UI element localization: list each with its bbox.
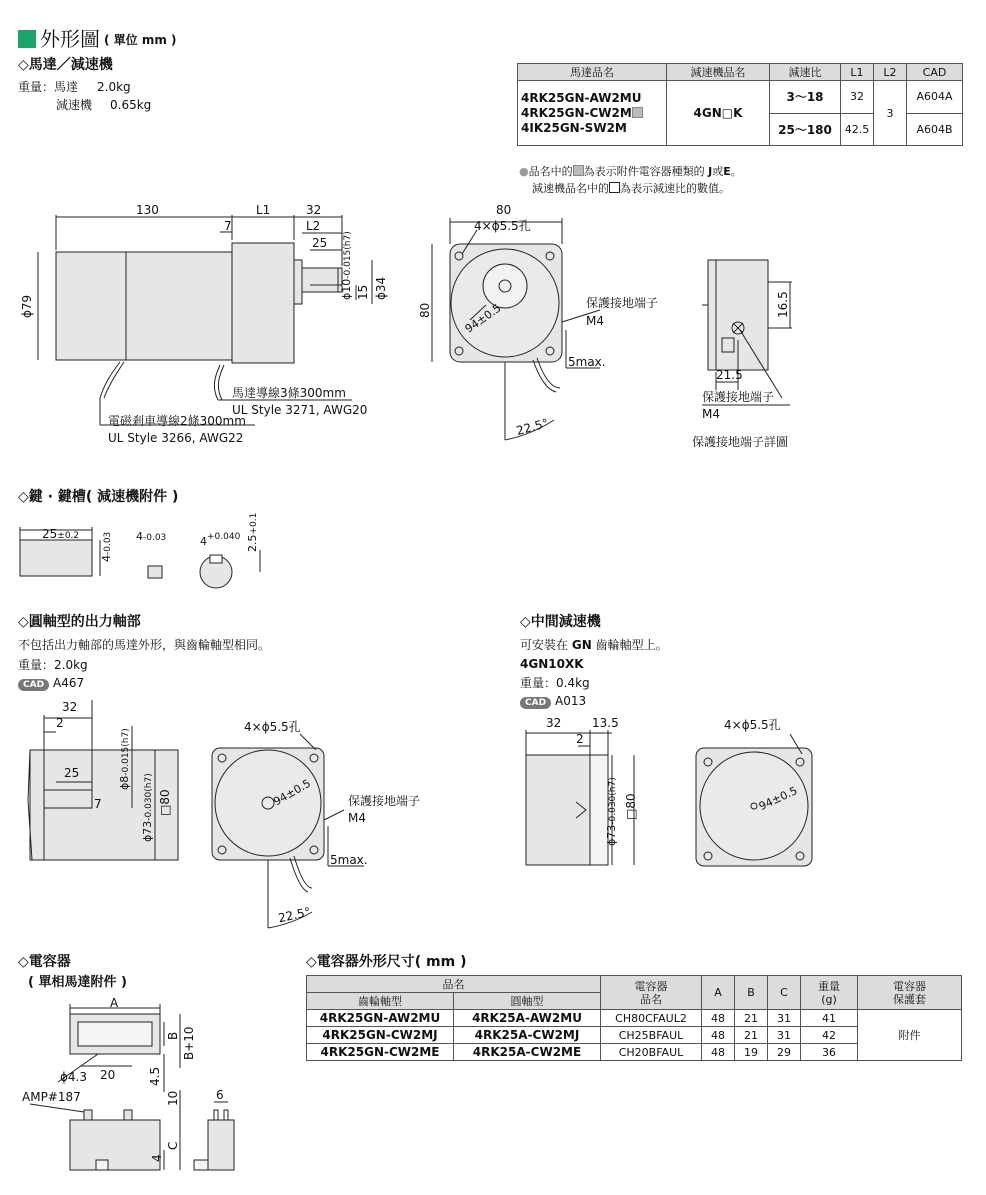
dim-7: 7 [224, 219, 232, 233]
rs-dim-phi73: ϕ73-0.030(h7) [141, 773, 154, 842]
cap-row2-a: 48 [702, 1027, 735, 1044]
capacitor-sub: ( 單相馬達附件 ) [28, 975, 127, 990]
rs-dim-7: 7 [94, 797, 102, 811]
cap-h-round: 圓軸型 [454, 993, 601, 1010]
rs-angle: 22.5° [276, 904, 312, 926]
dim-32: 32 [306, 203, 322, 217]
cap-cover: 附件 [858, 1010, 962, 1061]
spec-gearhead: 4GN□K [667, 81, 770, 146]
cap-row2-cap: CH25BFAUL [601, 1027, 702, 1044]
front-5max: 5max. [568, 355, 606, 369]
cap-table-heading: ◇電容器外形尺寸( mm ) [306, 954, 467, 970]
front-holes: 4×ϕ5.5孔 [474, 219, 531, 233]
intermediate-model: 4GN10XK [520, 657, 584, 671]
cap-dim-10: 10 [166, 1090, 180, 1106]
detail-caption: 保護接地端子詳圖 [692, 435, 789, 449]
round-shaft-heading: ◇圓軸型的出力軸部 [18, 614, 141, 630]
motor-name-2: 4RK25GN-CW2M [521, 106, 663, 121]
cap-h-c: C [768, 976, 801, 1010]
round-shaft-weight: 重量：2.0kg [18, 658, 88, 672]
cap-row2-round: 4RK25A-CW2MJ [454, 1027, 601, 1044]
key-dim-4b: 4-0.03 [136, 530, 167, 543]
cap-dim-b10: B+10 [182, 1026, 196, 1060]
cap-row1-a: 48 [702, 1010, 735, 1027]
cap-row2-b: 21 [735, 1027, 768, 1044]
cap-dim-20: 20 [100, 1068, 116, 1082]
motor-front-view [432, 218, 600, 440]
key-dim-25: 25±0.2 [42, 527, 80, 541]
cap-h-cover: 電容器 保護套 [858, 976, 962, 1010]
cap-row1-cap: CH80CFAUL2 [601, 1010, 702, 1027]
weight-motor-value: 2.0kg [97, 80, 131, 94]
rs-dim-phi8: ϕ8-0.015(h7) [118, 728, 131, 790]
spec-note-1: ●品名中的 為表示附件電容器種類的 J或E。 [519, 165, 742, 178]
motor-section-heading: ◇馬達／減速機 [18, 57, 113, 73]
cap-row3-b: 19 [735, 1044, 768, 1061]
im-dim-13-5: 13.5 [592, 716, 619, 730]
cap-row1-b: 21 [735, 1010, 768, 1027]
round-shaft-cad: CAD A467 [18, 676, 84, 691]
rs-dim-32: 32 [62, 700, 78, 714]
intermediate-weight: 重量：0.4kg [520, 676, 590, 690]
rs-terminal: 保護接地端子 [348, 794, 421, 808]
spec-cad-1: A604A [907, 81, 963, 114]
cap-row3-w: 36 [801, 1044, 858, 1061]
cad-badge: CAD [18, 679, 49, 691]
dim-phi79: ϕ79 [20, 294, 34, 318]
im-dim-32: 32 [546, 716, 562, 730]
spec-note-2: 減速機品名中的 為表示減速比的數值。 [532, 182, 730, 195]
spec-header-cad: CAD [907, 64, 963, 81]
front-pcd: 94±0.5 [462, 301, 504, 336]
intermediate-desc: 可安裝在 GN 齒輪軸型上。 [520, 638, 668, 652]
rs-5max: 5max. [330, 853, 368, 867]
cap-h-a: A [702, 976, 735, 1010]
front-terminal: 保護接地端子 [586, 296, 659, 310]
detail-terminal: 保護接地端子 [702, 390, 775, 404]
cap-h-gear: 齒輪軸型 [307, 993, 454, 1010]
dim-25: 25 [312, 236, 328, 250]
lead1-label: 馬達導線3條300mm [232, 386, 346, 400]
spec-l2: 3 [874, 81, 907, 146]
motor-name-1: 4RK25GN-AW2MU [521, 90, 642, 105]
spec-header-ratio: 減速比 [770, 64, 841, 81]
front-angle: 22.5° [514, 416, 550, 438]
capacitor-heading: ◇電容器 [18, 954, 71, 970]
cap-row2-c: 31 [768, 1027, 801, 1044]
spec-l1-1: 32 [841, 81, 874, 114]
detail-16-5: 16.5 [776, 291, 790, 318]
im-dim-sq80: □80 [624, 793, 638, 820]
key-section-heading: ◇鍵 · 鍵槽( 減速機附件 ) [18, 489, 179, 505]
im-pcd: 94±0.5 [756, 784, 800, 814]
spec-cad-2: A604B [907, 113, 963, 146]
spec-l1-2: 42.5 [841, 113, 874, 146]
cap-row2-w: 42 [801, 1027, 858, 1044]
spec-ratio-2: 25～180 [770, 113, 841, 146]
cap-dim-a: A [110, 996, 119, 1010]
cap-row3-gear: 4RK25GN-CW2ME [307, 1044, 454, 1061]
cap-amp: AMP#187 [22, 1090, 81, 1104]
intermediate-heading: ◇中間減速機 [520, 614, 601, 630]
spec-header-motor: 馬達品名 [518, 64, 667, 81]
cap-dim-4-5: 4.5 [148, 1066, 162, 1086]
dim-phi10: ϕ10-0.015(h7) [340, 231, 353, 300]
cap-dim-c: C [166, 1141, 180, 1150]
terminal-detail-view [702, 260, 792, 405]
detail-21-5: 21.5 [716, 368, 743, 382]
rs-dim-sq80: □80 [158, 789, 172, 816]
key-dim-2-5: 2.5+0.1 [246, 512, 259, 552]
im-dim-phi73: ϕ73-0.030(h7) [605, 777, 618, 846]
cap-dim-6: 6 [216, 1088, 224, 1102]
cap-row3-cap: CH20BFAUL [601, 1044, 702, 1061]
cap-row1-c: 31 [768, 1010, 801, 1027]
cap-row2-gear: 4RK25GN-CW2MJ [307, 1027, 454, 1044]
lead2-label: 電磁剎車導線2條300mm [108, 414, 246, 428]
cap-dim-b: B [166, 1031, 180, 1040]
cap-h-b: B [735, 976, 768, 1010]
spec-header-gear: 減速機品名 [667, 64, 770, 81]
round-shaft-desc: 不包括出力軸部的馬達外形，與齒輪軸型相同。 [18, 638, 271, 652]
detail-terminal-m4: M4 [702, 407, 720, 421]
im-holes: 4×ϕ5.5孔 [724, 718, 781, 732]
front-dim-80-side: 80 [418, 302, 432, 318]
cap-dim-phi43: ϕ4.3 [60, 1070, 87, 1084]
key-dim-4: 4-0.03 [100, 531, 113, 562]
lead1-ul: UL Style 3271, AWG20 [232, 403, 368, 417]
rs-dim-2: 2 [56, 716, 64, 730]
motor-name-3: 4IK25GN-SW2M [521, 120, 627, 135]
dim-15: 15 [356, 284, 370, 300]
capacitor-table [306, 975, 962, 1061]
front-terminal-m4: M4 [586, 314, 604, 328]
cap-h-w: 重量 (g) [801, 976, 858, 1010]
weight-motor-label: 重量：馬達 [18, 80, 79, 94]
spec-header-l2: L2 [874, 64, 907, 81]
front-dim-80-top: 80 [496, 203, 512, 217]
cap-row3-c: 29 [768, 1044, 801, 1061]
rs-holes: 4×ϕ5.5孔 [244, 720, 301, 734]
capacitor-drawing [30, 1004, 234, 1170]
lead2-ul: UL Style 3266, AWG22 [108, 431, 244, 445]
rs-pcd: 94±0.5 [271, 776, 313, 809]
dim-l2: L2 [306, 219, 321, 233]
cap-row1-round: 4RK25A-AW2MU [454, 1010, 601, 1027]
cap-row3-a: 48 [702, 1044, 735, 1061]
cap-dim-4: 4 [150, 1154, 164, 1162]
round-shaft-drawing [28, 700, 364, 928]
cad-badge-2: CAD [520, 697, 551, 709]
spec-ratio-1: 3～18 [770, 81, 841, 114]
cap-row1-gear: 4RK25GN-AW2MU [307, 1010, 454, 1027]
cap-h-name: 品名 [307, 976, 601, 993]
dim-130: 130 [136, 203, 159, 217]
weight-gear-value: 0.65kg [110, 98, 152, 112]
weight-gear-label: 減速機 [56, 98, 93, 112]
unit-label: ( 單位 mm ) [104, 33, 177, 47]
page-title: 外形圖 [40, 27, 100, 51]
cap-h-cap: 電容器 品名 [601, 976, 702, 1010]
key-dim-4c: $4^{+0.040}$ [200, 532, 241, 548]
dim-phi34: ϕ34 [374, 276, 388, 300]
dim-l1: L1 [256, 203, 271, 217]
rs-dim-25: 25 [64, 766, 80, 780]
cap-row3-round: 4RK25A-CW2ME [454, 1044, 601, 1061]
intermediate-cad: CAD A013 [520, 694, 586, 709]
spec-header-l1: L1 [841, 64, 874, 81]
cap-row1-w: 41 [801, 1010, 858, 1027]
rs-terminal-m4: M4 [348, 811, 366, 825]
im-dim-2: 2 [576, 732, 584, 746]
